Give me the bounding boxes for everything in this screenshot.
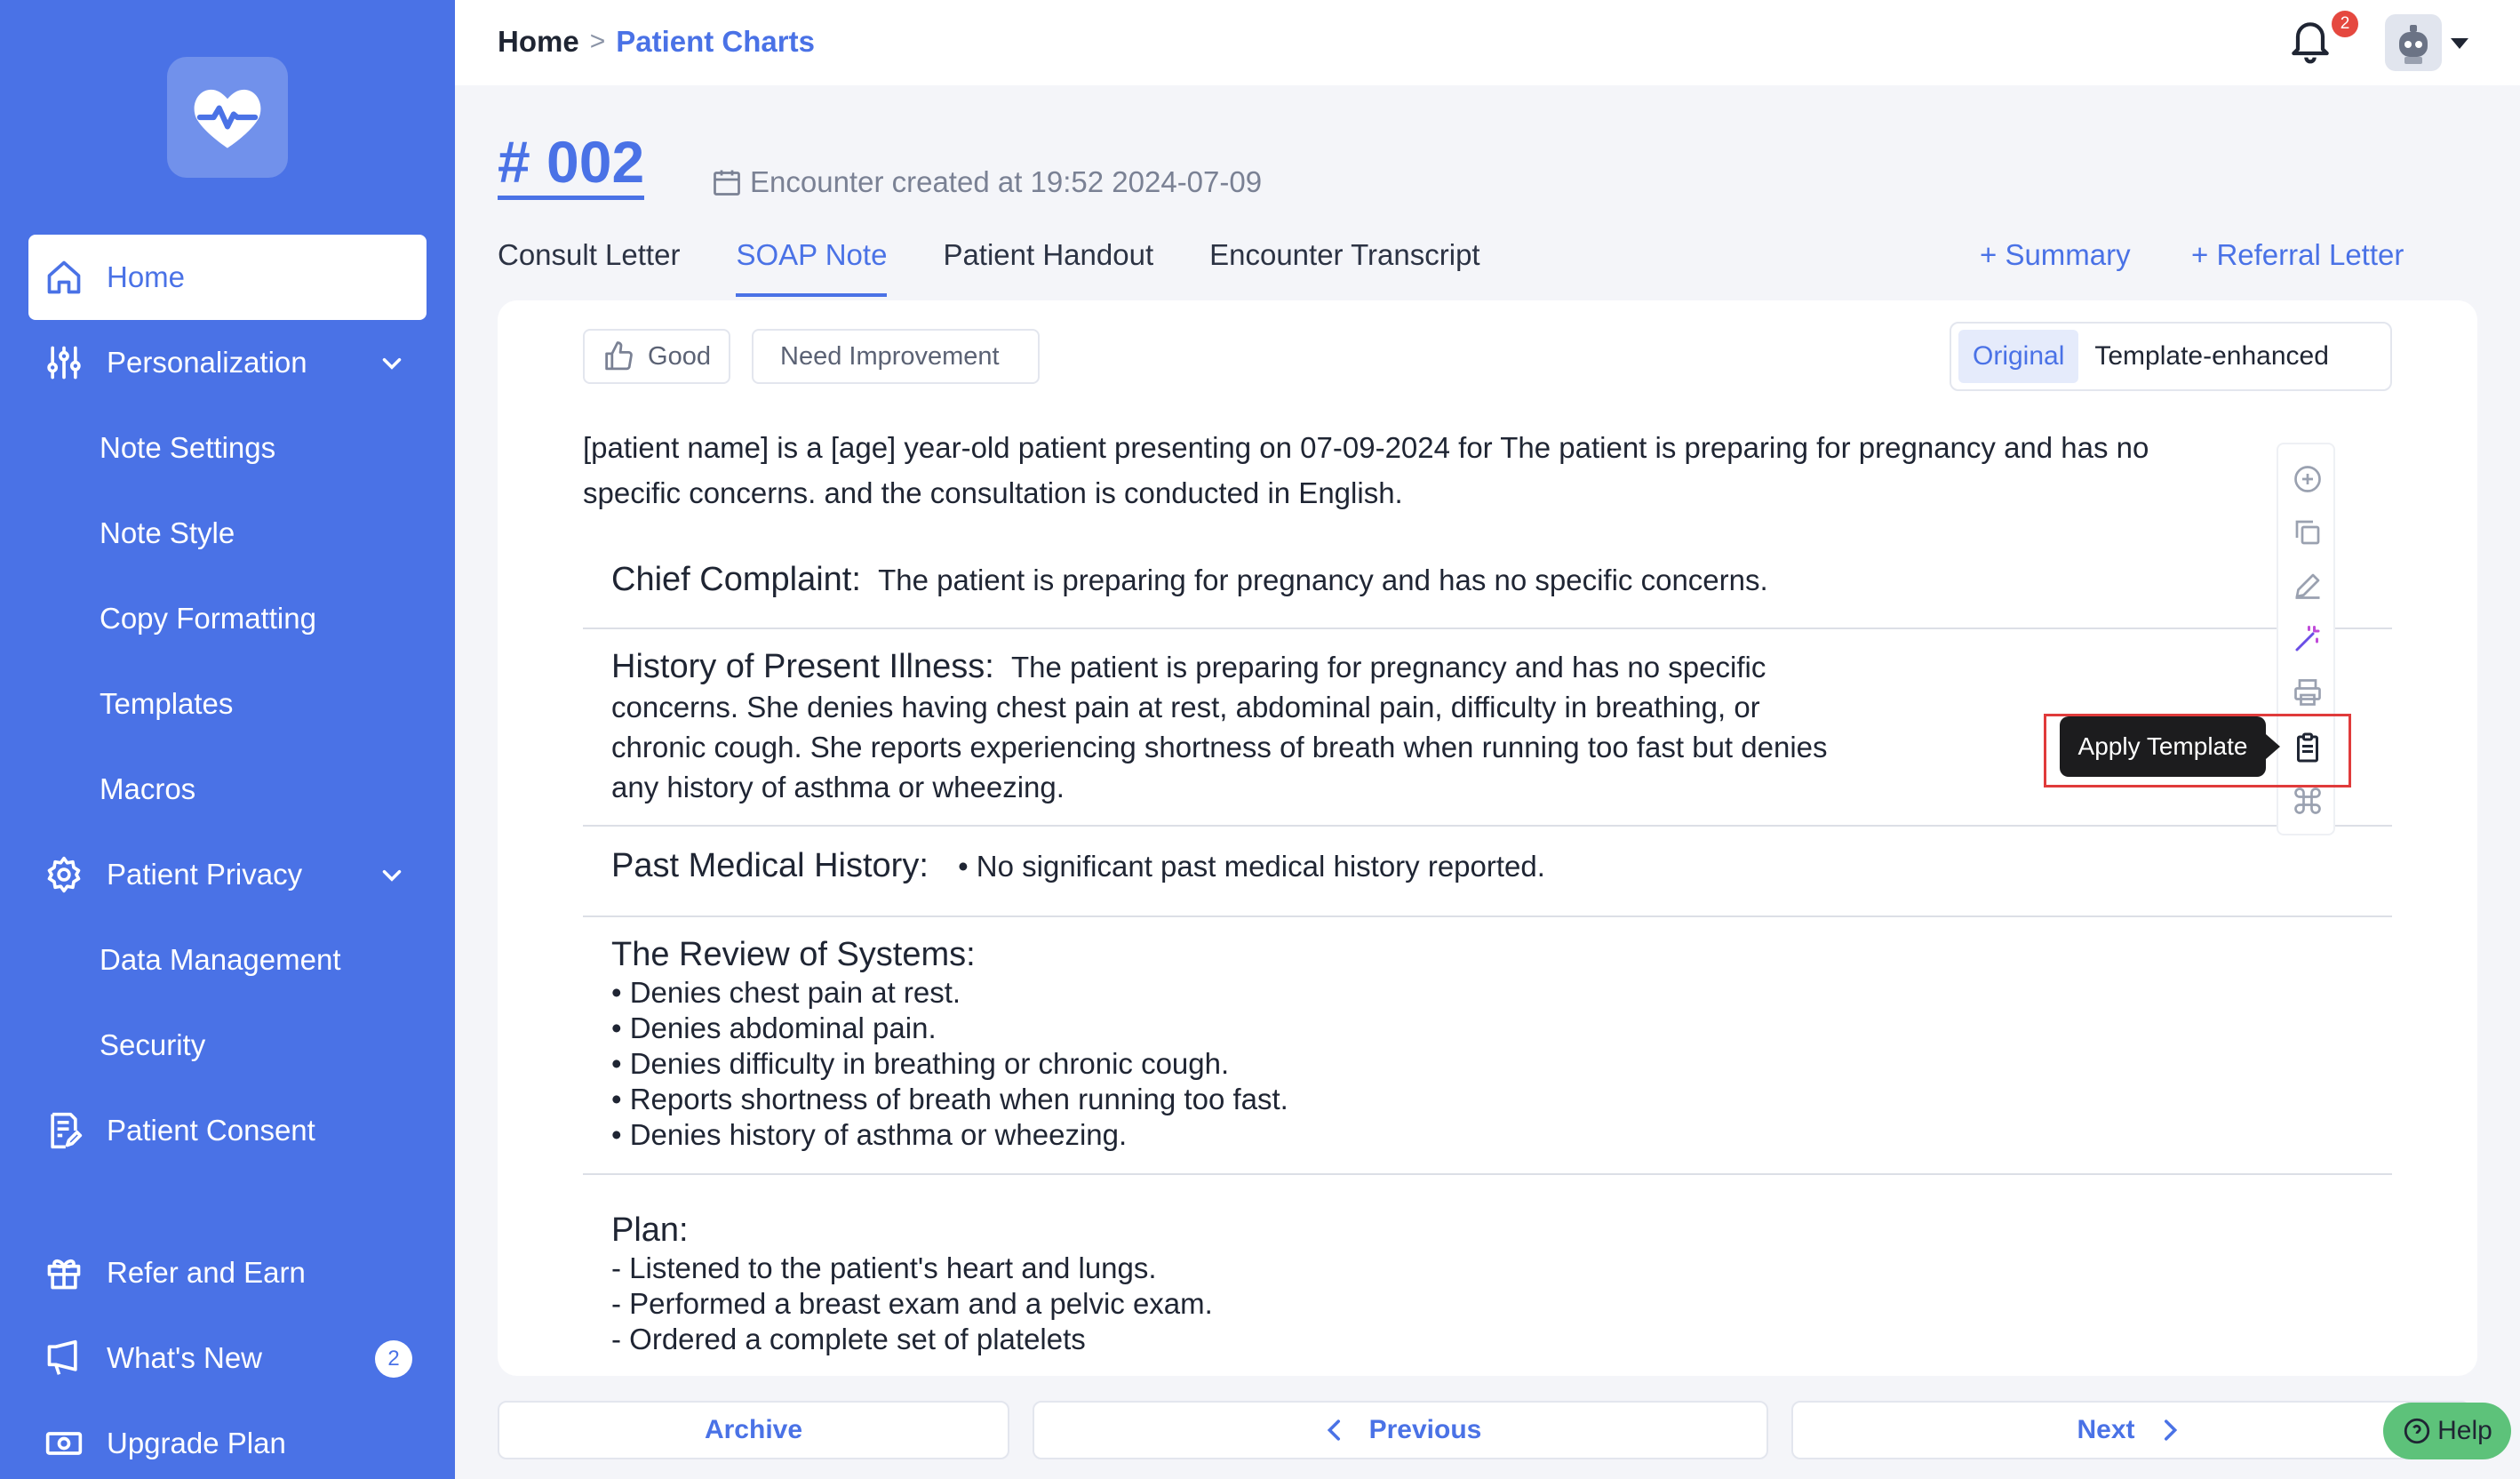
top-bar	[455, 0, 2520, 85]
original-option[interactable]: Original	[1958, 330, 2078, 383]
tab-patient-handout[interactable]: Patient Handout	[943, 238, 1154, 271]
sidebar-item-security[interactable]: Security	[100, 1028, 206, 1061]
thumbs-up-icon	[602, 340, 635, 373]
whats-new-badge: 2	[375, 1340, 412, 1378]
plus-circle-icon[interactable]	[2291, 462, 2325, 496]
gear-icon	[41, 851, 87, 898]
tab-consult-letter[interactable]: Consult Letter	[498, 238, 681, 271]
sidebar-item-home[interactable]	[28, 235, 427, 320]
note-intro	[583, 425, 2289, 516]
breadcrumb	[498, 25, 815, 59]
template-enhanced-option[interactable]: Template-enhanced	[2094, 341, 2329, 371]
previous-button[interactable]	[1033, 1401, 1768, 1459]
sidebar-item-label: Home	[107, 260, 186, 293]
gift-icon	[41, 1250, 87, 1296]
sidebar-item-copy-formatting[interactable]: Copy Formatting	[100, 602, 316, 635]
ros-item: • Reports shortness of breath when running too fast.	[611, 1083, 1288, 1115]
chief-complaint-text: The patient is preparing for pregnancy and has no specific concerns.	[878, 564, 1768, 596]
encounter-created-text: Encounter created at 19:52 2024-07-09	[750, 165, 1263, 198]
avatar[interactable]	[2385, 14, 2442, 71]
add-referral-letter-link[interactable]: + Referral Letter	[2191, 238, 2404, 271]
app-logo[interactable]	[167, 57, 288, 178]
previous-label: Previous	[1368, 1415, 1482, 1444]
version-toggle	[1950, 322, 2392, 391]
plan-item: - Listened to the patient's heart and lungs.	[611, 1251, 1157, 1284]
sidebar-item-patient-privacy[interactable]	[28, 832, 427, 917]
ros-title: The Review of Systems:	[611, 936, 976, 973]
hpi-title: History of Present Illness:	[611, 648, 994, 685]
chief-complaint-title: Chief Complaint:	[611, 561, 861, 598]
ros-item: • Denies chest pain at rest.	[611, 976, 961, 1009]
note-intro-line: specific concerns. and the consultation is conducted in English.	[583, 476, 1403, 509]
hpi-text: The patient is preparing for pregnancy and has no specific	[1011, 651, 1766, 684]
plan-title: Plan:	[611, 1211, 689, 1249]
encounter-number: # 002	[498, 128, 644, 200]
sidebar-item-label: Upgrade Plan	[107, 1427, 286, 1459]
print-icon[interactable]	[2291, 676, 2325, 709]
signature-icon	[41, 1107, 87, 1154]
sidebar-item-templates[interactable]: Templates	[100, 687, 234, 720]
sidebar-item-patient-consent[interactable]	[28, 1088, 427, 1173]
hpi-text: any history of asthma or wheezing.	[611, 771, 1065, 803]
hpi-text: chronic cough. She reports experiencing shortness of breath when running too fast but denies	[611, 731, 1828, 763]
tab-soap-note[interactable]: SOAP Note	[736, 233, 887, 297]
breadcrumb-current: Patient Charts	[616, 25, 815, 58]
pmh-text: • No significant past medical history reported.	[958, 850, 1545, 883]
note-card	[498, 300, 2477, 1376]
sidebar-item-macros[interactable]: Macros	[100, 772, 196, 805]
chevron-down-icon	[377, 348, 407, 379]
hpi-text: concerns. She denies having chest pain at rest, abdominal pain, difficulty in breathing, or	[611, 691, 1760, 724]
plan-item: - Ordered a complete set of platelets	[611, 1323, 1086, 1355]
sliders-icon	[41, 340, 87, 386]
sidebar-item-label: Patient Privacy	[107, 858, 303, 891]
plan-section	[583, 1173, 2392, 1376]
help-button[interactable]	[2383, 1403, 2511, 1459]
copy-icon[interactable]	[2291, 516, 2325, 549]
money-icon	[41, 1420, 87, 1467]
sidebar-item-upgrade-plan[interactable]	[28, 1401, 427, 1479]
home-icon	[41, 254, 87, 300]
chevron-left-icon	[1320, 1415, 1350, 1445]
archive-button[interactable]: Archive	[498, 1401, 1009, 1459]
sidebar-item-label: Refer and Earn	[107, 1256, 306, 1289]
chevron-right-icon	[2155, 1415, 2185, 1445]
sidebar-item-personalization[interactable]	[28, 320, 427, 405]
sidebar-item-label: Personalization	[107, 346, 307, 379]
pmh-title: Past Medical History:	[611, 847, 929, 884]
sidebar	[0, 0, 455, 1479]
sidebar-item-note-settings[interactable]: Note Settings	[100, 431, 276, 464]
ros-item: • Denies history of asthma or wheezing.	[611, 1118, 1128, 1151]
sidebar-item-label: Patient Consent	[107, 1114, 315, 1147]
add-summary-link[interactable]: + Summary	[1980, 238, 2131, 271]
encounter-created	[711, 165, 1262, 199]
ros-item: • Denies difficulty in breathing or chronic cough.	[611, 1047, 1230, 1080]
pmh-section	[583, 825, 2392, 915]
sidebar-item-data-management[interactable]: Data Management	[100, 943, 341, 976]
question-circle-icon	[2402, 1416, 2432, 1446]
sidebar-item-note-style[interactable]: Note Style	[100, 516, 235, 549]
ros-item: • Denies abdominal pain.	[611, 1011, 937, 1044]
breadcrumb-separator: >	[589, 27, 606, 56]
sidebar-item-label: What's New	[107, 1341, 263, 1374]
good-feedback-button[interactable]	[583, 329, 730, 384]
apply-template-tooltip: Apply Template	[2060, 716, 2266, 777]
robot-avatar-icon	[2385, 14, 2442, 71]
breadcrumb-home[interactable]: Home	[498, 25, 579, 58]
need-improvement-button[interactable]: Need Improvement	[752, 329, 1040, 384]
bell-icon[interactable]	[2285, 16, 2335, 66]
help-label: Help	[2437, 1416, 2492, 1445]
notification-badge: 2	[2332, 11, 2358, 37]
command-icon[interactable]	[2291, 784, 2325, 818]
sidebar-item-whats-new[interactable]	[28, 1315, 427, 1401]
edit-icon[interactable]	[2291, 569, 2325, 603]
tab-encounter-transcript[interactable]: Encounter Transcript	[1209, 238, 1480, 271]
note-tabs	[498, 233, 1536, 297]
note-intro-line: [patient name] is a [age] year-old patient presenting on 07-09-2024 for The patient is preparing for pregnancy and has no	[583, 431, 2149, 464]
megaphone-icon	[41, 1335, 87, 1381]
next-label: Next	[2077, 1415, 2135, 1444]
heart-pulse-icon	[190, 84, 265, 151]
calendar-icon	[711, 166, 743, 198]
chevron-down-icon	[377, 860, 407, 891]
next-button[interactable]	[1791, 1401, 2470, 1459]
magic-wand-icon[interactable]	[2291, 622, 2325, 656]
good-label: Good	[648, 341, 711, 371]
plan-item: - Performed a breast exam and a pelvic exam.	[611, 1287, 1213, 1320]
sidebar-item-refer-and-earn[interactable]	[28, 1230, 427, 1315]
caret-down-icon[interactable]	[2449, 36, 2470, 52]
chief-complaint-section	[583, 548, 2392, 631]
